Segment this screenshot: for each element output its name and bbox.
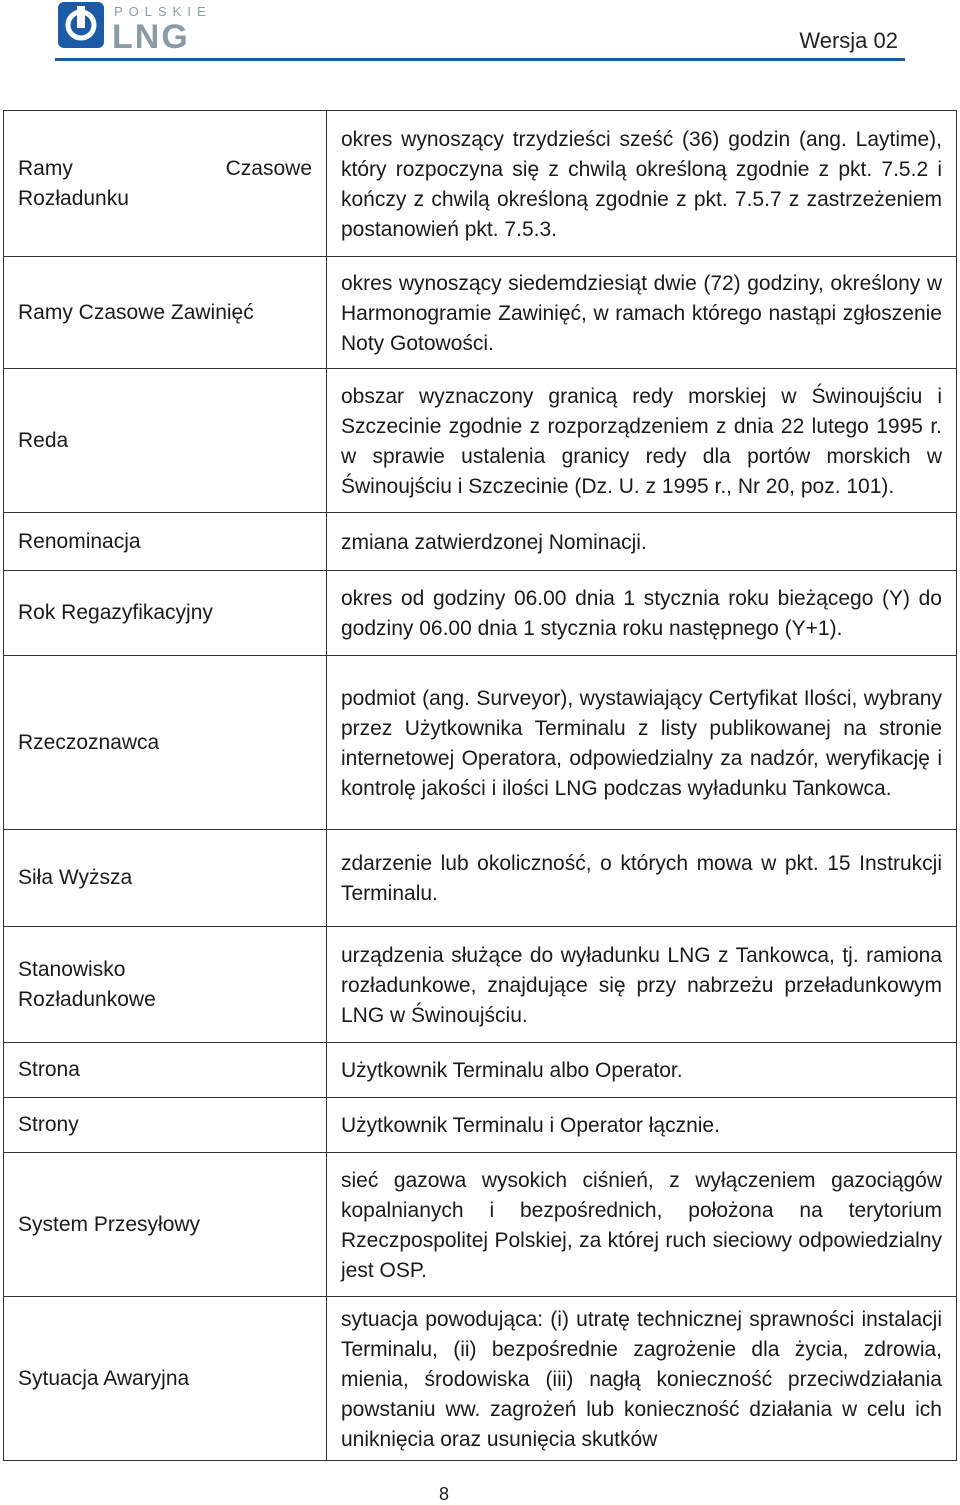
definition-cell: okres od godziny 06.00 dnia 1 stycznia roku bieżącego (Y) do godziny 06.00 dnia 1 stycznia roku następnego (Y+1). — [327, 571, 957, 656]
definition-cell: podmiot (ang. Surveyor), wystawiający Certyfikat Ilości, wybrany przez Użytkownika Terminalu z listy publikowanej na stronie internetowej Operatora, odpowiedzialny za nadzór, weryfikację i kontrolę jakości i ilości LNG podczas wyładunku Tankowca. — [327, 656, 957, 830]
definition-cell: Użytkownik Terminalu albo Operator. — [327, 1043, 957, 1098]
term-cell: Strona — [4, 1043, 327, 1098]
definitions-table — [3, 110, 957, 1461]
definition-cell: sieć gazowa wysokich ciśnień, z wyłączeniem gazociągów kopalnianych i bezpośrednich, położona na terytorium Rzeczpospolitej Polskiej, za której ruch sieciowy odpowiedzialny jest OSP. — [327, 1153, 957, 1297]
table-row — [4, 1153, 957, 1297]
polskie-lng-logo — [58, 2, 248, 54]
logo-brand-main: LNG — [112, 18, 190, 54]
definition-cell: zmiana zatwierdzonej Nominacji. — [327, 513, 957, 571]
term-text: Stanowisko — [18, 957, 126, 981]
header-rule — [55, 58, 905, 61]
term-cell: Strony — [4, 1098, 327, 1153]
definition-cell: Użytkownik Terminalu i Operator łącznie. — [327, 1098, 957, 1153]
table-row — [4, 111, 957, 257]
logo-brand-top: POLSKIE — [114, 4, 212, 19]
term-cell: Rzeczoznawca — [4, 656, 327, 830]
document-version: Wersja 02 — [799, 28, 898, 53]
table-row — [4, 656, 957, 830]
definition-cell: obszar wyznaczony granicą redy morskiej w Świnoujściu i Szczecinie zgodnie z rozporządzeniem z dnia 22 lutego 1995 r. w sprawie ustalenia granicy redy dla portów morskich w Świnoujściu i Szczecinie (Dz. U. z 1995 r., Nr 20, poz. 101). — [327, 369, 957, 513]
table-row — [4, 513, 957, 571]
term-text: Rozładunku — [18, 186, 129, 210]
definition-cell: urządzenia służące do wyładunku LNG z Tankowca, tj. ramiona rozładunkowe, znajdujące się przy nabrzeżu przeładunkowym LNG w Świnoujściu. — [327, 927, 957, 1043]
definition-cell: zdarzenie lub okoliczność, o których mowa w pkt. 15 Instrukcji Terminalu. — [327, 830, 957, 927]
term-cell — [4, 927, 327, 1043]
table-row — [4, 1043, 957, 1098]
table-row — [4, 1297, 957, 1461]
term-cell — [4, 111, 327, 257]
term-cell: Renominacja — [4, 513, 327, 571]
term-text: Ramy — [18, 156, 73, 180]
page-header — [0, 0, 960, 62]
definition-cell: okres wynoszący trzydzieści sześć (36) godzin (ang. Laytime), który rozpoczyna się z chwilą określoną zgodnie z pkt. 7.5.2 i kończy z chwilą określoną zgodnie z pkt. 7.5.7 z zastrzeżeniem postanowień pkt. 7.5.3. — [327, 111, 957, 257]
table-row — [4, 257, 957, 369]
table-row — [4, 927, 957, 1043]
term-cell: Reda — [4, 369, 327, 513]
term-text: Rozładunkowe — [18, 987, 156, 1011]
term-cell: Siła Wyższa — [4, 830, 327, 927]
table-row — [4, 571, 957, 656]
term-cell: System Przesyłowy — [4, 1153, 327, 1297]
term-text: Czasowe — [225, 156, 312, 180]
definition-cell: okres wynoszący siedemdziesiąt dwie (72) godziny, określony w Harmonogramie Zawinięć, w ramach którego nastąpi zgłoszenie Noty Gotowości. — [327, 257, 957, 369]
table-row — [4, 1098, 957, 1153]
table-row — [4, 369, 957, 513]
term-cell: Sytuacja Awaryjna — [4, 1297, 327, 1461]
table-row — [4, 830, 957, 927]
term-cell: Ramy Czasowe Zawinięć — [4, 257, 327, 369]
definition-cell: sytuacja powodująca: (i) utratę technicznej sprawności instalacji Terminalu, (ii) bezpośrednie zagrożenie dla życia, zdrowia, mienia, środowiska (iii) nagłą konieczność przeciwdziałania powstaniu ww. zagrożeń lub konieczność działania w celu ich uniknięcia oraz usunięcia skutków — [327, 1297, 957, 1461]
term-cell: Rok Regazyfikacyjny — [4, 571, 327, 656]
page-number: 8 — [438, 1484, 449, 1504]
